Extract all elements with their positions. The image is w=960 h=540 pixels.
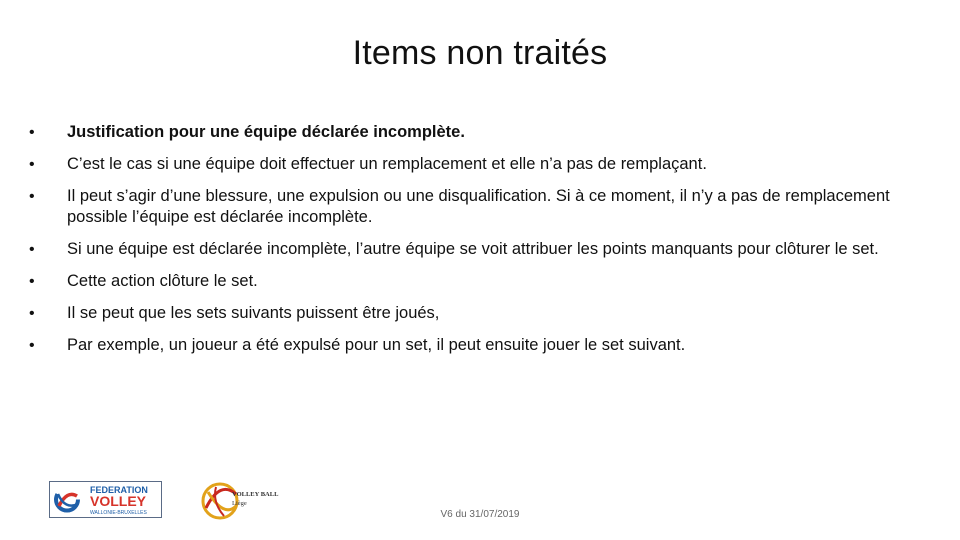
bullet-text: Il peut s’agir d’une blessure, une expulsion ou une disqualification. Si à ce moment, il n’y a pas de remplacement possible l’équipe est déclarée incomplète. xyxy=(67,187,890,226)
liege-logo-graphic xyxy=(198,478,308,524)
federation-volley-logo xyxy=(49,481,162,518)
federation-logo-line2: VOLLEY xyxy=(90,493,147,509)
bullet-text: C’est le cas si une équipe doit effectuer un remplacement et elle n’a pas de remplaçant. xyxy=(67,155,707,173)
bullet-text: Justification pour une équipe déclarée incomplète. xyxy=(67,123,465,141)
federation-logo-line1: FEDERATION xyxy=(90,485,148,495)
volley-ball-liege-logo xyxy=(198,478,308,524)
slide-title: Items non traités xyxy=(352,34,608,72)
liege-logo-line1: VOLLEY BALL xyxy=(232,491,279,498)
bullet-dot: • xyxy=(29,241,35,258)
bullet-text: Par exemple, un joueur a été expulsé pour un set, il peut ensuite jouer le set suivant. xyxy=(67,336,686,354)
bullet-dot: • xyxy=(29,156,35,173)
bullet-dot: • xyxy=(29,273,35,290)
federation-logo-graphic xyxy=(50,482,161,517)
bullet-item xyxy=(26,335,906,356)
bullet-item xyxy=(26,303,906,324)
bullet-dot: • xyxy=(29,188,35,205)
liege-logo-line2: Liège xyxy=(232,500,247,507)
bullet-dot: • xyxy=(29,124,35,141)
federation-logo-line3: WALLONIE-BRUXELLES xyxy=(90,510,147,516)
bullet-text: Si une équipe est déclarée incomplète, l’autre équipe se voit attribuer les points manquants pour clôturer le set. xyxy=(67,240,879,258)
bullet-item xyxy=(26,122,906,143)
bullet-dot: • xyxy=(29,337,35,354)
bullet-dot: • xyxy=(29,305,35,322)
bullet-text: Cette action clôture le set. xyxy=(67,272,258,290)
bullet-item xyxy=(26,239,906,260)
bullet-item xyxy=(26,186,906,228)
footer-version: V6 du 31/07/2019 xyxy=(440,509,520,520)
bullet-item xyxy=(26,271,906,292)
bullet-list xyxy=(26,122,906,367)
bullet-item xyxy=(26,154,906,175)
bullet-text: Il se peut que les sets suivants puissent être joués, xyxy=(67,304,440,322)
